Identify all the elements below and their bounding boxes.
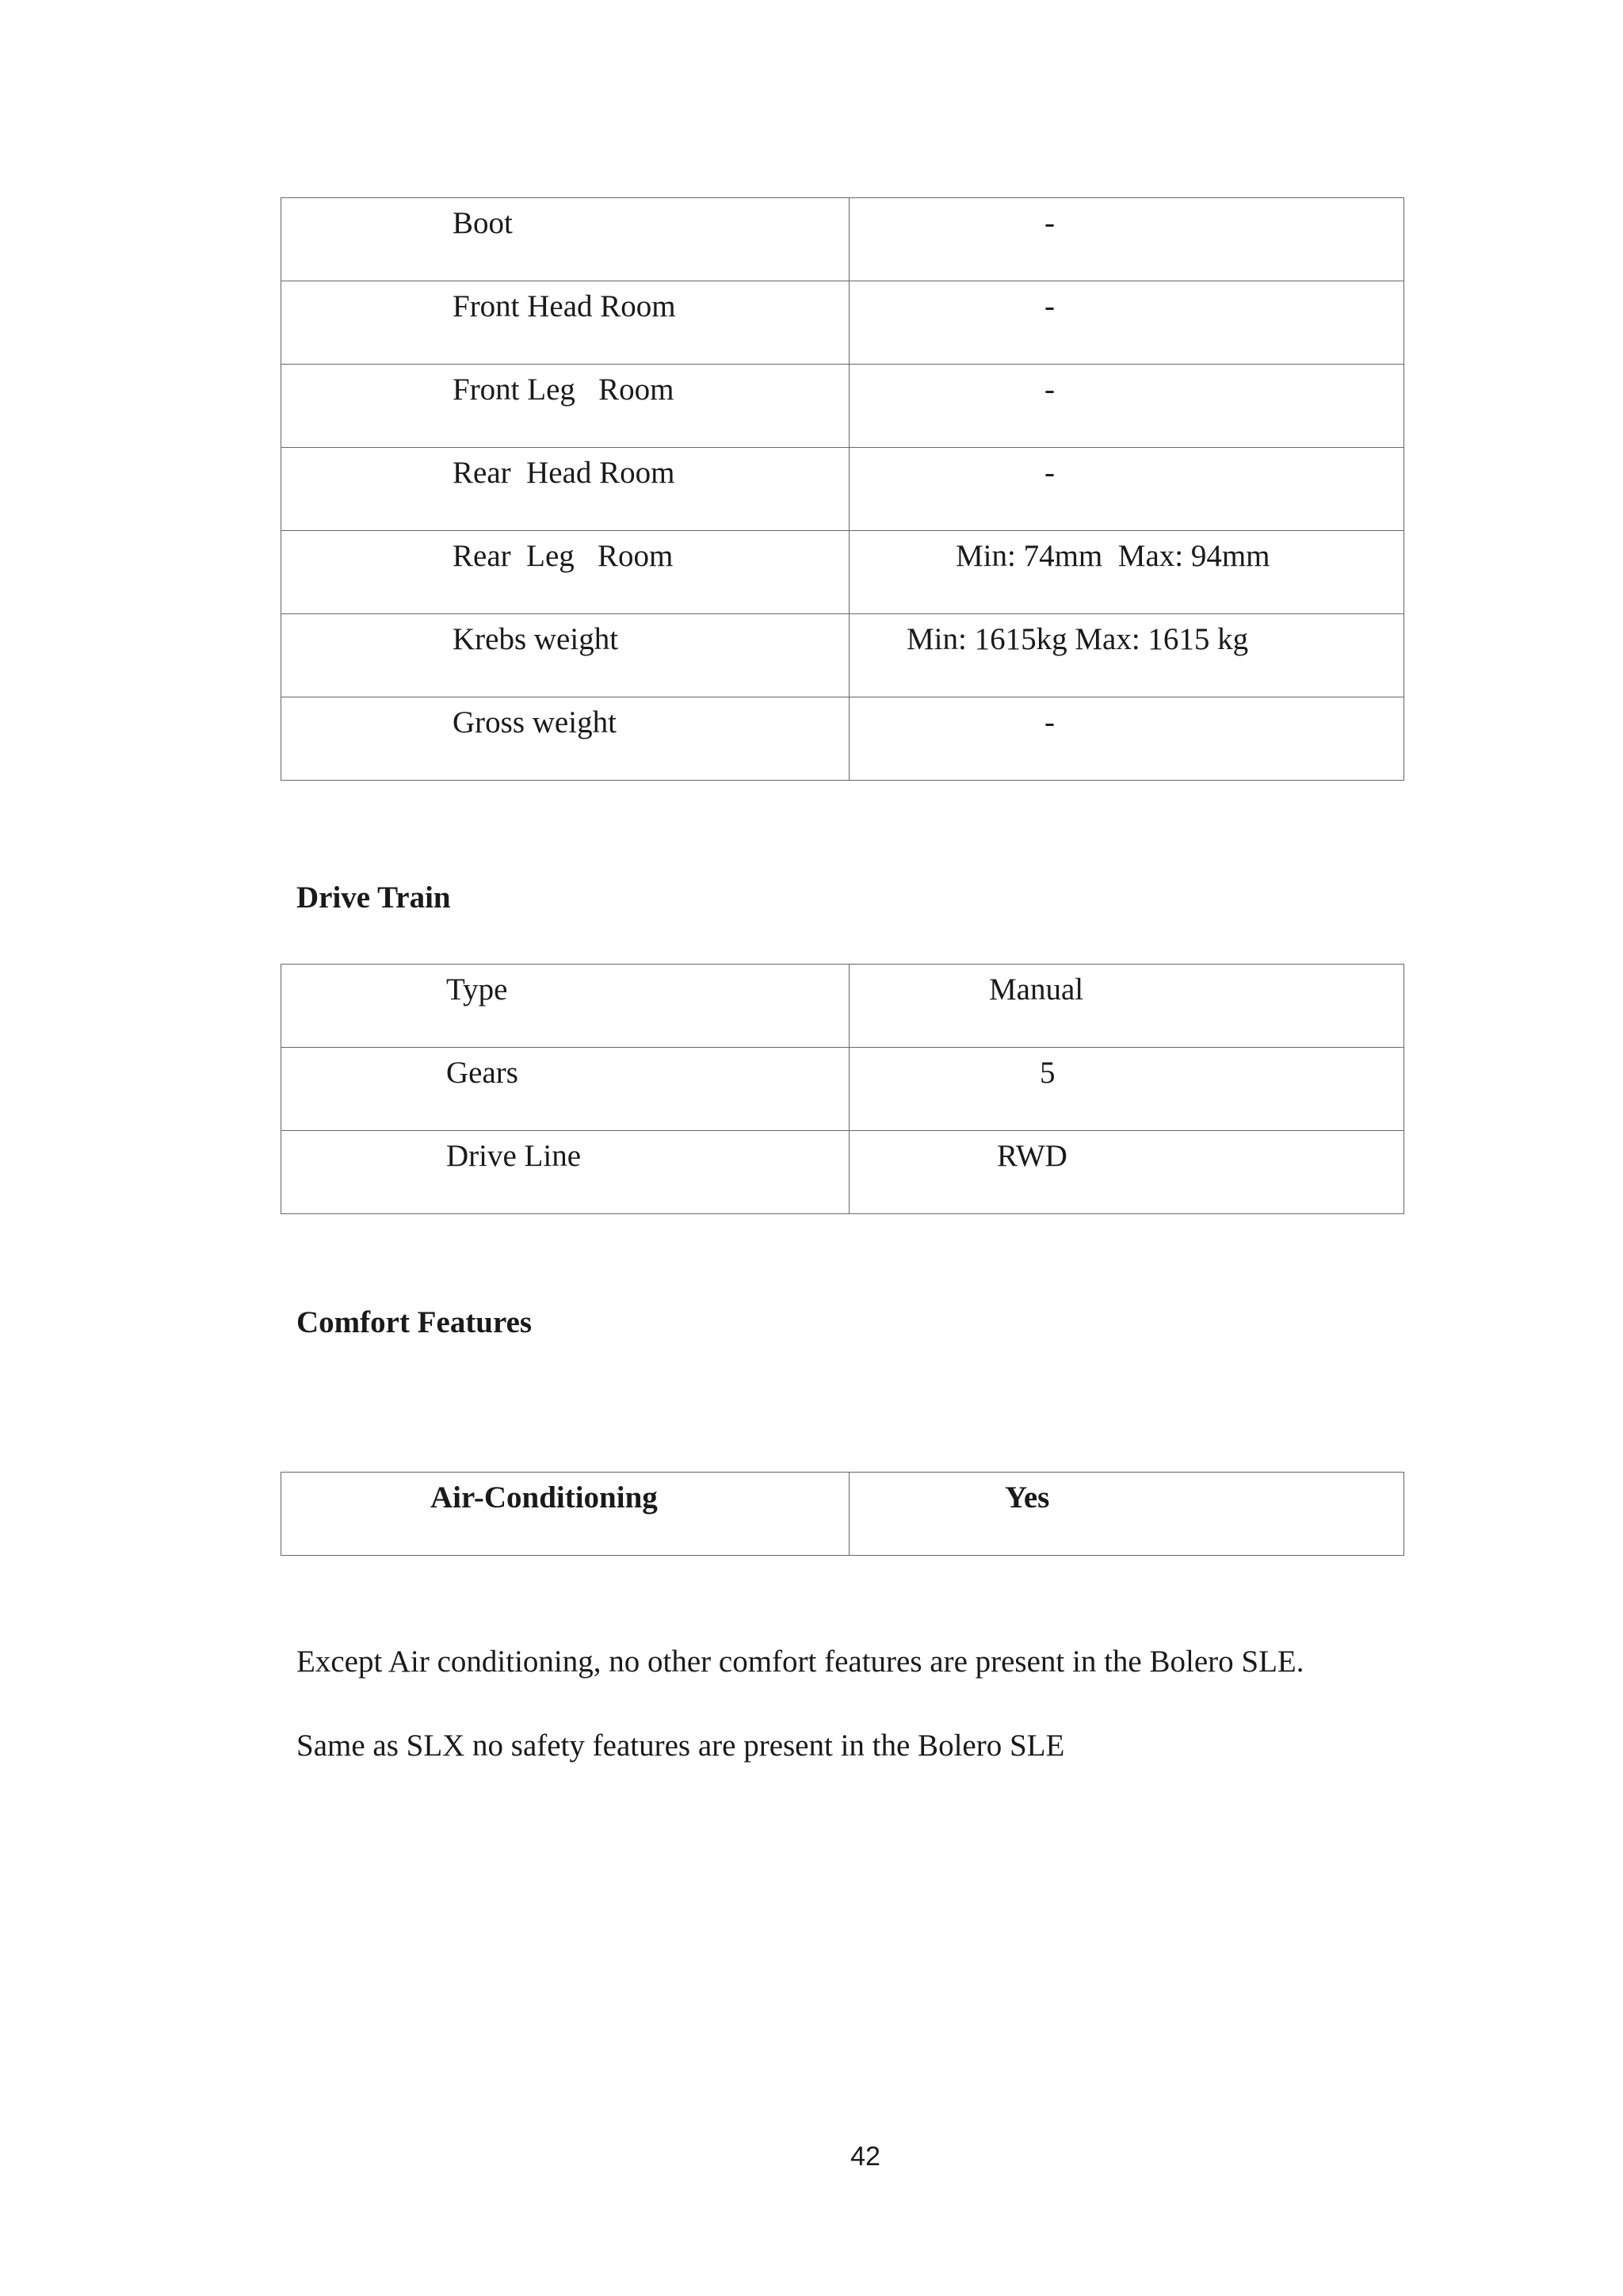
row-value-cell: [850, 965, 1404, 1048]
table-row: [281, 448, 1404, 531]
row-label: Rear Leg Room: [453, 539, 674, 573]
row-label-cell: [281, 614, 850, 697]
row-label-cell: [281, 365, 850, 448]
row-label-cell: [281, 198, 850, 281]
row-value-cell: [850, 1473, 1404, 1556]
table-row: [281, 697, 1404, 781]
table-row: [281, 365, 1404, 448]
row-label: Drive Line: [446, 1139, 582, 1173]
page-number: 42: [850, 2141, 880, 2172]
row-label-cell: [281, 531, 850, 614]
paragraph: Same as SLX no safety features are present in the Bolero SLE: [296, 1729, 1065, 1763]
row-label: Type: [446, 972, 508, 1007]
drive-train-table: [281, 964, 1404, 1214]
row-label-cell: [281, 1131, 850, 1214]
row-value: -: [1044, 705, 1055, 739]
row-value: -: [1044, 206, 1055, 240]
row-value-cell: [850, 281, 1404, 365]
row-value-cell: [850, 697, 1404, 781]
row-label: Boot: [453, 206, 513, 240]
row-value-cell: [850, 1131, 1404, 1214]
table-row: [281, 1473, 1404, 1556]
row-value: RWD: [997, 1139, 1067, 1173]
row-value-cell: [850, 1048, 1404, 1131]
row-value: Min: 74mm Max: 94mm: [956, 539, 1270, 573]
row-value: 5: [1040, 1056, 1056, 1090]
comfort-features-table: [281, 1472, 1404, 1556]
row-label-cell: [281, 697, 850, 781]
row-label: Gross weight: [453, 705, 617, 739]
row-value: Yes: [1005, 1480, 1050, 1515]
table-row: [281, 614, 1404, 697]
row-label: Front Leg Room: [453, 372, 674, 407]
row-label: Front Head Room: [453, 289, 676, 323]
comfort-features-heading: Comfort Features: [296, 1305, 533, 1339]
row-value: Min: 1615kg Max: 1615 kg: [907, 622, 1249, 656]
row-label-cell: [281, 1473, 850, 1556]
row-label: Air-Conditioning: [430, 1480, 658, 1515]
row-label: Rear Head Room: [453, 456, 675, 490]
table-row: [281, 1048, 1404, 1131]
row-label-cell: [281, 281, 850, 365]
paragraph: Except Air conditioning, no other comfort features are present in the Bolero SLE.: [296, 1645, 1304, 1679]
row-value: Manual: [989, 972, 1084, 1007]
row-label-cell: [281, 448, 850, 531]
table-row: [281, 198, 1404, 281]
table-row: [281, 965, 1404, 1048]
row-value-cell: [850, 614, 1404, 697]
row-value-cell: [850, 448, 1404, 531]
row-value: -: [1044, 289, 1055, 323]
row-value-cell: [850, 531, 1404, 614]
row-label-cell: [281, 965, 850, 1048]
row-label: Krebs weight: [453, 622, 619, 656]
dimensions-table: [281, 197, 1404, 781]
row-label-cell: [281, 1048, 850, 1131]
table-row: [281, 531, 1404, 614]
row-value: -: [1044, 456, 1055, 490]
table-row: [281, 281, 1404, 365]
drive-train-heading: Drive Train: [296, 881, 451, 915]
row-value: -: [1044, 372, 1055, 407]
row-value-cell: [850, 198, 1404, 281]
row-label: Gears: [446, 1056, 518, 1090]
table-row: [281, 1131, 1404, 1214]
row-value-cell: [850, 365, 1404, 448]
